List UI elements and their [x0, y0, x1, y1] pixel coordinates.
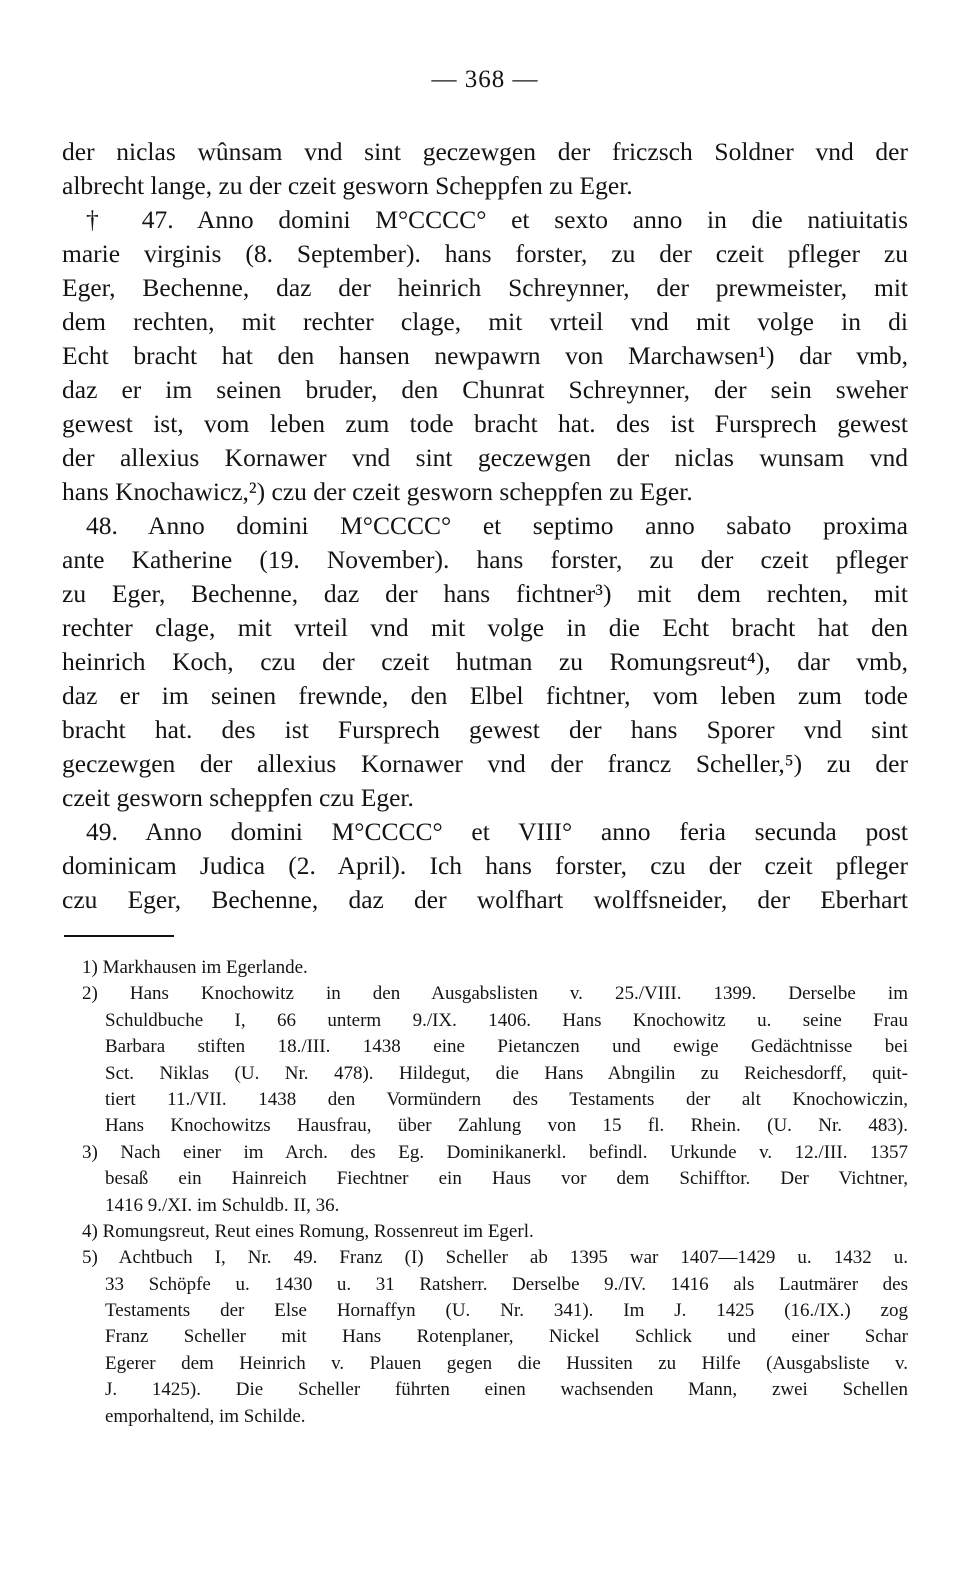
- footnote-line: Barbara stiften 18./III. 1438 eine Pietanczen und ewige Gedächtnisse bei: [105, 1036, 908, 1058]
- footnotes: [62, 955, 908, 1430]
- text-line: ante Katherine (19. November). hans forster, zu der czeit pfleger: [62, 545, 908, 574]
- footnote-1: 1) Markhausen im Egerlande.: [82, 957, 308, 978]
- entry-47-line: † 47. Anno domini M°CCCC° et sexto anno in die natiuitatis: [86, 205, 908, 234]
- text-line: gewest ist, vom leben zum tode bracht hat. des ist Fursprech gewest: [62, 409, 908, 438]
- footnote-line: Sct. Niklas (U. Nr. 478). Hildegut, die Hans Abngilin zu Reichesdorff, quit-: [105, 1062, 908, 1084]
- text-line: hans Knochawicz,²) czu der czeit gesworn scheppfen zu Eger.: [62, 477, 693, 506]
- footnote-line: Testaments der Else Hornaffyn (U. Nr. 341). Im J. 1425 (16./IX.) zog: [105, 1300, 908, 1322]
- document-page: [62, 0, 908, 1569]
- text-line: der allexius Kornawer vnd sint geczewgen der niclas wunsam vnd: [62, 443, 908, 472]
- text-line: albrecht lange, zu der czeit gesworn Scheppfen zu Eger.: [62, 171, 633, 200]
- text-line: dominicam Judica (2. April). Ich hans forster, czu der czeit pfleger: [62, 851, 908, 880]
- text-line: heinrich Koch, czu der czeit hutman zu Romungsreut⁴), dar vmb,: [62, 647, 908, 676]
- text-line: czu Eger, Bechenne, daz der wolfhart wolffsneider, der Eberhart: [62, 885, 908, 914]
- footnote-divider: [64, 935, 174, 937]
- footnote-5: 5) Achtbuch I, Nr. 49. Franz (I) Scheller ab 1395 war 1407—1429 u. 1432 u.: [82, 1247, 908, 1269]
- footnote-3: 3) Nach einer im Arch. des Eg. Dominikanerkl. befindl. Urkunde v. 12./III. 1357: [82, 1141, 908, 1163]
- page-number: — 368 —: [431, 66, 539, 93]
- footnote-line: Franz Scheller mit Hans Rotenplaner, Nickel Schlick und einer Schar: [105, 1326, 908, 1348]
- footnote-line: besaß ein Hainreich Fiechtner ein Haus vor dem Schifftor. Der Vichtner,: [105, 1168, 908, 1190]
- main-text: [62, 135, 908, 917]
- entry-49-line: 49. Anno domini M°CCCC° et VIII° anno feria secunda post: [86, 817, 908, 846]
- text-line: der niclas wûnsam vnd sint geczewgen der friczsch Soldner vnd der: [62, 137, 908, 166]
- footnote-line: 1416 9./XI. im Schuldb. II, 36.: [105, 1194, 340, 1216]
- footnote-line: Hans Knochowitzs Hausfrau, über Zahlung von 15 fl. Rhein. (U. Nr. 483).: [105, 1115, 908, 1137]
- footnote-line: Egerer dem Heinrich v. Plauen gegen die Hussiten zu Hilfe (Ausgabsliste v.: [105, 1352, 908, 1374]
- footnote-line: tiert 11./VII. 1438 den Vormündern des Testaments der alt Knochowiczin,: [105, 1088, 908, 1110]
- text-line: rechter clage, mit vrteil vnd mit volge in die Echt bracht hat den: [62, 613, 908, 642]
- footnote-2: 2) Hans Knochowitz in den Ausgabslisten v. 25./VIII. 1399. Derselbe im: [82, 983, 908, 1005]
- text-line: daz er im seinen bruder, den Chunrat Schreynner, der sein sweher: [62, 375, 908, 404]
- footnote-line: 33 Schöpfe u. 1430 u. 31 Ratsherr. Derselbe 9./IV. 1416 als Lautmärer des: [105, 1273, 908, 1295]
- text-line: daz er im seinen frewnde, den Elbel fichtner, vom leben zum tode: [62, 681, 908, 710]
- entry-48-line: 48. Anno domini M°CCCC° et septimo anno sabato proxima: [86, 511, 908, 540]
- footnote-line: Schuldbuche I, 66 unterm 9./IX. 1406. Hans Knochowitz u. seine Frau: [105, 1009, 908, 1031]
- text-line: Eger, Bechenne, daz der heinrich Schreynner, der prewmeister, mit: [62, 273, 908, 302]
- footnote-4: 4) Romungsreut, Reut eines Romung, Rossenreut im Egerl.: [82, 1220, 534, 1242]
- text-line: czeit gesworn scheppfen czu Eger.: [62, 783, 414, 812]
- text-line: Echt bracht hat den hansen newpawrn von Marchawsen¹) dar vmb,: [62, 341, 908, 370]
- text-line: dem rechten, mit rechter clage, mit vrteil vnd mit volge in di: [62, 307, 908, 336]
- text-line: bracht hat. des ist Fursprech gewest der hans Sporer vnd sint: [62, 715, 908, 744]
- text-line: zu Eger, Bechenne, daz der hans fichtner³) mit dem rechten, mit: [62, 579, 908, 608]
- footnote-line: emporhaltend, im Schilde.: [105, 1405, 306, 1427]
- footnote-line: J. 1425). Die Scheller führten einen wachsenden Mann, zwei Schellen: [105, 1379, 908, 1401]
- text-line: geczewgen der allexius Kornawer vnd der francz Scheller,⁵) zu der: [62, 749, 908, 778]
- text-line: marie virginis (8. September). hans forster, zu der czeit pfleger zu: [62, 239, 908, 268]
